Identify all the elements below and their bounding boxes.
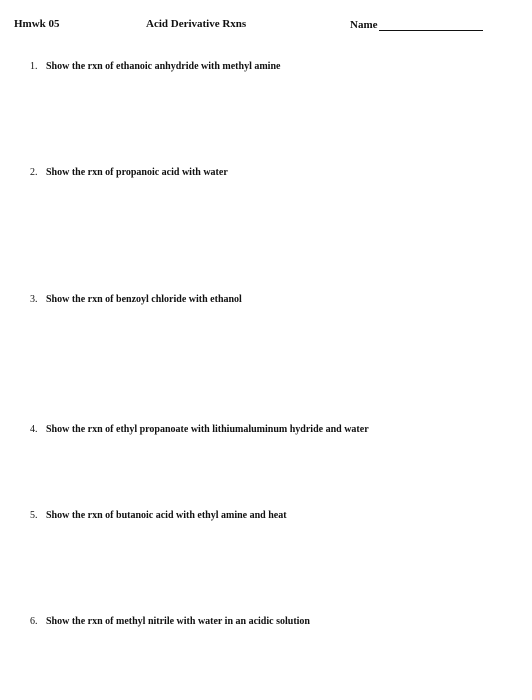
question-number: 5. xyxy=(30,510,38,521)
question-text: Show the rxn of benzoyl chloride with ethanol xyxy=(46,294,242,305)
name-field xyxy=(350,18,483,31)
question-3 xyxy=(30,294,242,305)
question-1 xyxy=(30,61,280,72)
name-label: Name xyxy=(350,19,378,31)
question-4 xyxy=(30,424,369,435)
question-text: Show the rxn of ethanoic anhydride with methyl amine xyxy=(46,61,281,72)
question-number: 4. xyxy=(30,424,38,435)
question-2 xyxy=(30,167,228,178)
question-text: Show the rxn of methyl nitrile with water in an acidic solution xyxy=(46,616,310,627)
question-6 xyxy=(30,616,310,627)
name-blank-line xyxy=(379,18,483,31)
question-number: 2. xyxy=(30,167,38,178)
question-text: Show the rxn of ethyl propanoate with lithiumaluminum hydride and water xyxy=(46,424,369,435)
question-number: 1. xyxy=(30,61,38,72)
question-text: Show the rxn of propanoic acid with water xyxy=(46,167,228,178)
question-number: 3. xyxy=(30,294,38,305)
page-title: Acid Derivative Rxns xyxy=(146,18,247,30)
homework-number: Hmwk 05 xyxy=(14,18,60,30)
question-number: 6. xyxy=(30,616,38,627)
question-5 xyxy=(30,510,287,521)
question-text: Show the rxn of butanoic acid with ethyl amine and heat xyxy=(46,510,287,521)
